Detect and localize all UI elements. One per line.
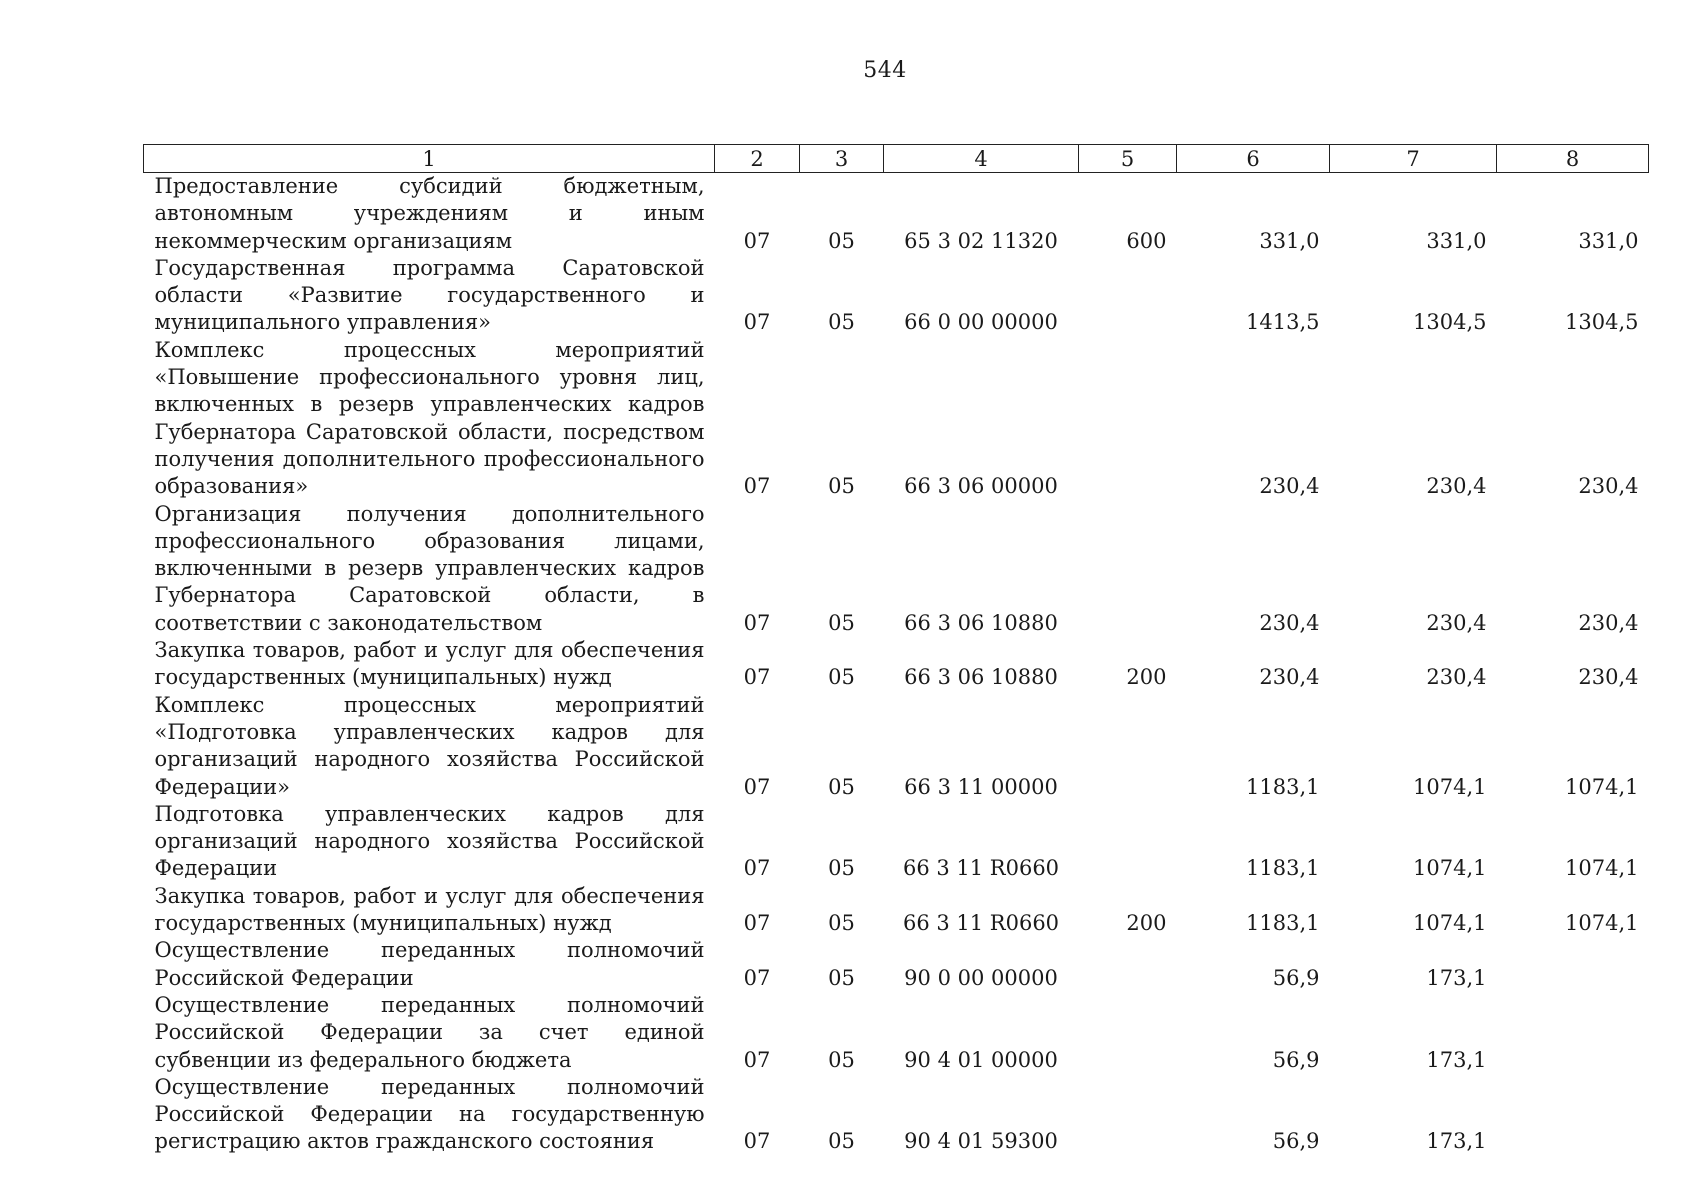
row-subsection: 05 [828, 911, 855, 936]
table-row [144, 1074, 1649, 1156]
row-value-col8 [1497, 1074, 1649, 1156]
row-expense-type [1079, 992, 1177, 1074]
row-value-col8: 1304,5 [1565, 310, 1639, 335]
row-value-col7: 230,4 [1426, 665, 1487, 690]
row-target-code: 90 4 01 59300 [904, 1129, 1058, 1154]
table-row [144, 992, 1649, 1074]
row-target-code: 66 3 11 R0660 [902, 856, 1060, 881]
row-value-col6: 230,4 [1259, 610, 1320, 635]
row-subsection: 05 [828, 856, 855, 881]
table-row [144, 501, 1649, 637]
row-value-col6: 56,9 [1272, 1047, 1320, 1072]
row-expense-type [1079, 255, 1177, 337]
row-section: 07 [743, 1129, 771, 1154]
row-name: Предоставление субсидий бюджетным, автономным учреждениям и иным некоммерческим организациям [154, 174, 705, 253]
row-expense-type [1079, 937, 1177, 992]
row-target-code: 66 3 06 10880 [904, 610, 1058, 635]
row-value-col8: 331,0 [1578, 228, 1639, 253]
row-expense-type [1079, 1074, 1177, 1156]
row-value-col6: 230,4 [1259, 665, 1320, 690]
row-expense-type: 200 [1126, 665, 1167, 690]
header-col-3: 3 [800, 145, 884, 173]
table-body [144, 173, 1649, 1156]
row-section: 07 [743, 1047, 771, 1072]
table-row [144, 173, 1649, 255]
row-value-col8: 230,4 [1578, 474, 1639, 499]
row-subsection: 05 [828, 774, 855, 799]
row-section: 07 [743, 310, 771, 335]
row-expense-type [1079, 501, 1177, 637]
row-section: 07 [743, 965, 771, 990]
row-value-col8: 1074,1 [1565, 774, 1639, 799]
row-value-col7: 230,4 [1426, 474, 1487, 499]
row-expense-type [1079, 692, 1177, 801]
row-value-col7: 331,0 [1426, 228, 1487, 253]
row-name: Закупка товаров, работ и услуг для обеспечения государственных (муниципальных) нужд [154, 883, 705, 936]
header-col-7: 7 [1330, 145, 1497, 173]
row-value-col7: 1074,1 [1413, 856, 1487, 881]
row-value-col7: 1074,1 [1413, 911, 1487, 936]
row-expense-type [1079, 801, 1177, 883]
row-subsection: 05 [828, 965, 855, 990]
table-row [144, 637, 1649, 692]
row-target-code: 65 3 02 11320 [904, 228, 1058, 253]
row-value-col7: 1304,5 [1413, 310, 1487, 335]
row-name: Комплекс процессных мероприятий «Повышение профессионального уровня лиц, включенных в резерв управленческих кадров Губернатора Саратовской области, посредством получения дополнительного профессионального образования» [154, 337, 705, 499]
header-col-5: 5 [1079, 145, 1177, 173]
row-name: Осуществление переданных полномочий Российской Федерации [154, 938, 705, 990]
row-name: Осуществление переданных полномочий Российской Федерации за счет единой субвенции из федерального бюджета [154, 992, 705, 1072]
header-col-2: 2 [715, 145, 800, 173]
row-name: Организация получения дополнительного профессионального образования лицами, включенными в резерв управленческих кадров Губернатора Саратовской области, в соответствии с законодательством [154, 501, 705, 635]
row-target-code: 90 0 00 00000 [904, 965, 1058, 990]
row-target-code: 66 3 11 00000 [904, 774, 1058, 799]
row-name: Комплекс процессных мероприятий «Подготовка управленческих кадров для организаций народного хозяйства Российской Федерации» [154, 692, 705, 799]
row-value-col7: 230,4 [1426, 610, 1487, 635]
row-target-code: 66 3 11 R0660 [902, 911, 1060, 936]
table-row [144, 337, 1649, 501]
row-section: 07 [743, 774, 771, 799]
header-row [144, 145, 1649, 173]
row-value-col6: 1183,1 [1246, 774, 1320, 799]
row-section: 07 [743, 474, 771, 499]
row-value-col8 [1497, 937, 1649, 992]
row-value-col8: 230,4 [1578, 610, 1639, 635]
row-section: 07 [743, 856, 771, 881]
table-row [144, 692, 1649, 801]
row-value-col7: 173,1 [1426, 965, 1487, 990]
row-subsection: 05 [828, 228, 855, 253]
row-value-col8 [1497, 992, 1649, 1074]
row-expense-type: 200 [1126, 911, 1167, 936]
row-subsection: 05 [828, 665, 855, 690]
row-value-col6: 1413,5 [1246, 310, 1320, 335]
row-value-col8: 1074,1 [1565, 911, 1639, 936]
row-target-code: 90 4 01 00000 [904, 1047, 1058, 1072]
row-subsection: 05 [828, 474, 855, 499]
row-value-col7: 1074,1 [1413, 774, 1487, 799]
row-section: 07 [743, 665, 771, 690]
row-value-col6: 331,0 [1259, 228, 1320, 253]
header-col-6: 6 [1177, 145, 1330, 173]
row-value-col7: 173,1 [1426, 1129, 1487, 1154]
row-value-col8: 1074,1 [1565, 856, 1639, 881]
table-row [144, 937, 1649, 992]
row-name: Государственная программа Саратовской области «Развитие государственного и муниципального управления» [154, 255, 705, 335]
row-name: Осуществление переданных полномочий Российской Федерации на государственную регистрацию актов гражданского состояния [154, 1074, 705, 1154]
row-expense-type [1079, 337, 1177, 501]
row-subsection: 05 [828, 310, 855, 335]
header-col-1: 1 [144, 145, 715, 173]
header-col-8: 8 [1497, 145, 1649, 173]
row-subsection: 05 [828, 1047, 855, 1072]
page-number: 544 [863, 58, 907, 83]
row-section: 07 [743, 610, 771, 635]
row-target-code: 66 0 00 00000 [904, 310, 1058, 335]
row-value-col7: 173,1 [1426, 1047, 1487, 1072]
row-subsection: 05 [828, 610, 855, 635]
row-target-code: 66 3 06 10880 [904, 665, 1058, 690]
row-expense-type: 600 [1126, 228, 1167, 253]
table-row [144, 883, 1649, 938]
row-name: Закупка товаров, работ и услуг для обеспечения государственных (муниципальных) нужд [154, 638, 705, 690]
row-section: 07 [743, 228, 771, 253]
row-value-col6: 1183,1 [1246, 856, 1320, 881]
row-name: Подготовка управленческих кадров для организаций народного хозяйства Российской Федерации [154, 801, 705, 881]
row-value-col6: 56,9 [1272, 965, 1320, 990]
row-value-col6: 1183,1 [1246, 911, 1320, 936]
header-col-4: 4 [884, 145, 1079, 173]
budget-table [143, 144, 1649, 1156]
row-subsection: 05 [828, 1129, 855, 1154]
row-target-code: 66 3 06 00000 [904, 474, 1058, 499]
table-header [144, 145, 1649, 173]
row-value-col8: 230,4 [1578, 665, 1639, 690]
row-section: 07 [743, 911, 771, 936]
table-row [144, 255, 1649, 337]
row-value-col6: 230,4 [1259, 474, 1320, 499]
row-value-col6: 56,9 [1272, 1129, 1320, 1154]
table-row [144, 801, 1649, 883]
